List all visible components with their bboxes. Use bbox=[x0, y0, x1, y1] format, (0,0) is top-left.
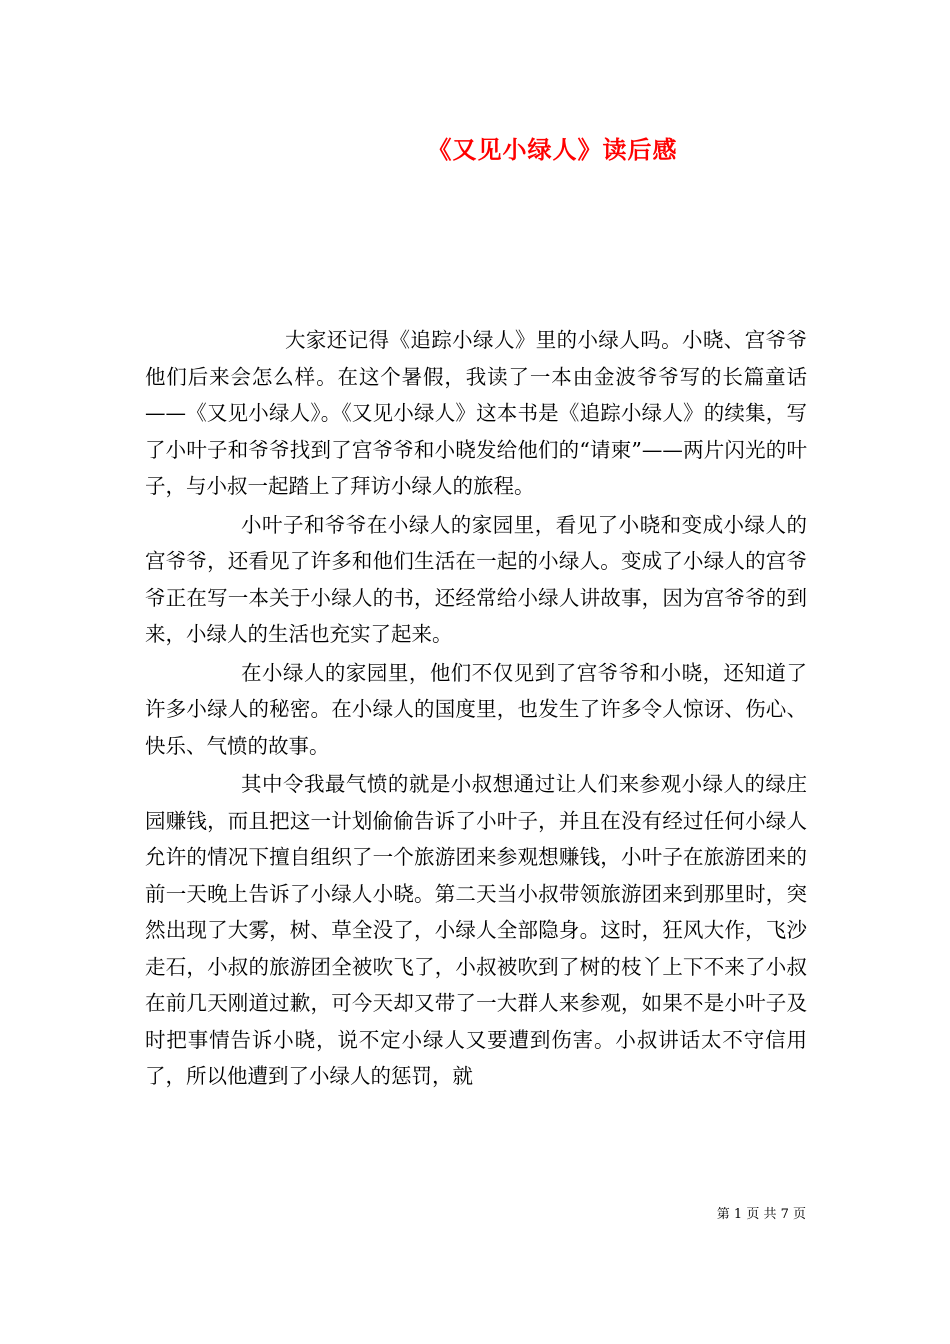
page-footer: 第 1 页 共 7 页 bbox=[716, 1207, 806, 1222]
document-body bbox=[145, 322, 807, 1095]
document-title: 《又见小绿人》读后感 bbox=[427, 135, 678, 164]
paragraph-1: 大家还记得《追踪小绿人》里的小绿人吗。小晓、宫爷爷他们后来会怎么样。在这个暑假，我读了一本由金波爷爷写的长篇童话——《又见小绿人》。《又见小绿人》这本书是《追踪小绿人》的续集，写了小叶子和爷爷找到了宫爷爷和小晓发给他们的“请柬”——两片闪光的叶子，与小叔一起踏上了拜访小绿人的旅程。 bbox=[145, 328, 807, 498]
paragraph-2: 小叶子和爷爷在小绿人的家园里，看见了小晓和变成小绿人的宫爷爷，还看见了许多和他们生活在一起的小绿人。变成了小绿人的宫爷爷正在写一本关于小绿人的书，还经常给小绿人讲故事，因为宫爷爷的到来，小绿人的生活也充实了起来。 bbox=[145, 512, 807, 646]
paragraph-4: 其中令我最气愤的就是小叔想通过让人们来参观小绿人的绿庄园赚钱，而且把这一计划偷偷告诉了小叶子，并且在没有经过任何小绿人允许的情况下擅自组织了一个旅游团来参观想赚钱，小叶子在旅游团来的前一天晚上告诉了小绿人小晓。第二天当小叔带领旅游团来到那里时，突然出现了大雾，树、草全没了，小绿人全部隐身。这时，狂风大作，飞沙走石，小叔的旅游团全被吹飞了，小叔被吹到了树的枝丫上下不来了小叔在前几天刚道过歉，可今天却又带了一大群人来参观，如果不是小叶子及时把事情告诉小晓，说不定小绿人又要遭到伤害。小叔讲话太不守信用了，所以他遭到了小绿人的惩罚，就 bbox=[145, 772, 807, 1088]
paragraph-3: 在小绿人的家园里，他们不仅见到了宫爷爷和小晓，还知道了许多小绿人的秘密。在小绿人的国度里，也发生了许多令人惊讶、伤心、快乐、气愤的故事。 bbox=[145, 660, 807, 758]
